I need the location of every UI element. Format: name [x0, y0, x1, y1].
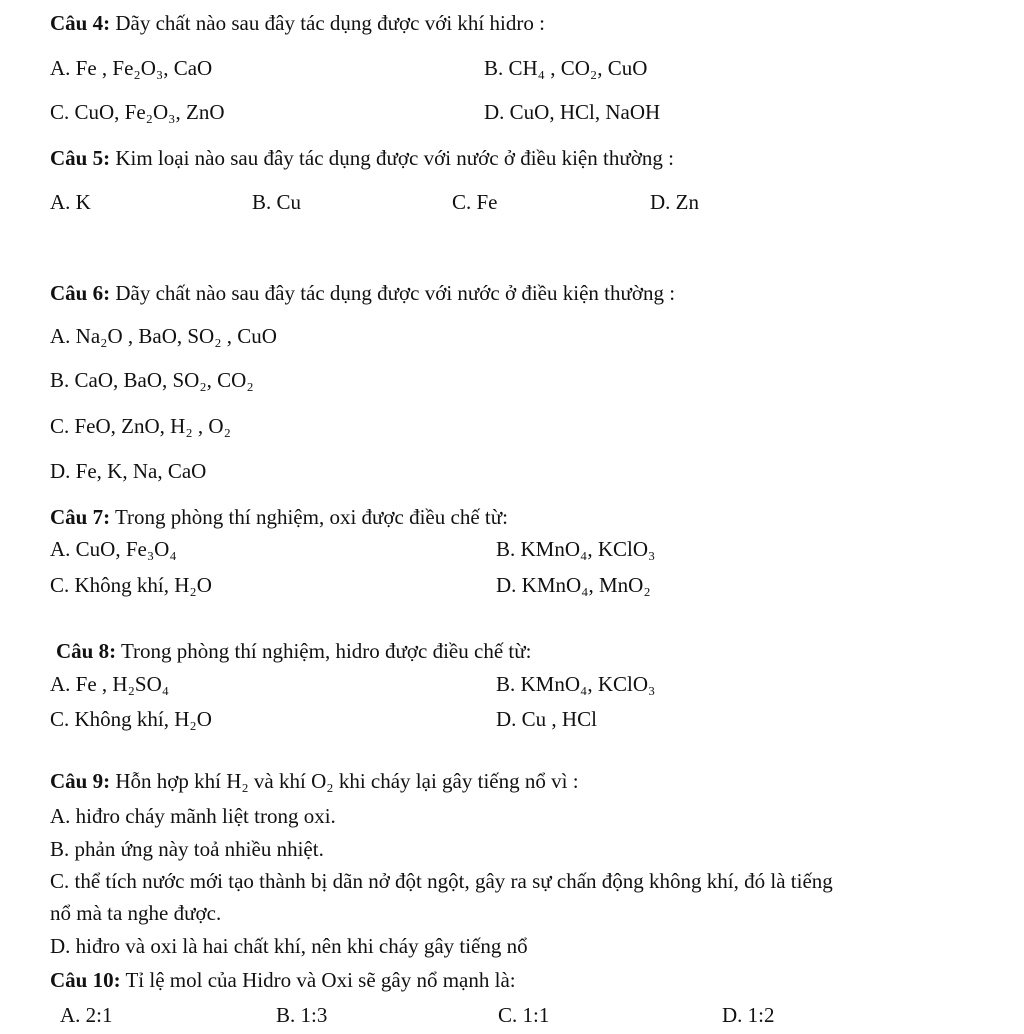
question-text: Dãy chất nào sau đây tác dụng được với khí hidro : [110, 11, 545, 35]
option-c: C. 1:1 [498, 1003, 550, 1027]
option-b: B. CH₄ , CO₂, CuO [484, 56, 648, 80]
option-d: D. hiđro và oxi là hai chất khí, nên khi cháy gây tiếng nổ [50, 934, 528, 958]
option-d: D. Fe, K, Na, CaO [50, 459, 207, 483]
question-label: Câu 4: [50, 11, 111, 35]
option-c: C. Không khí, H₂O [50, 573, 212, 597]
option-c-continued: nổ mà ta nghe được. [50, 901, 222, 925]
option-d: D. CuO, HCl, NaOH [484, 100, 661, 124]
question-4 [50, 13, 545, 34]
option-c: C. Fe [452, 190, 498, 214]
option-a: A. K [50, 190, 91, 214]
option-b: B. CaO, BaO, SO₂, CO₂ [50, 368, 254, 392]
option-a: A. CuO, Fe₃O₄ [50, 537, 177, 561]
option-c: C. Không khí, H₂O [50, 707, 212, 731]
option-b: B. KMnO₄, KClO₃ [496, 672, 656, 696]
question-text: Kim loại nào sau đây tác dụng được với nước ở điều kiện thường : [110, 146, 674, 170]
question-label: Câu 10: [50, 968, 121, 992]
question-6 [50, 283, 675, 304]
question-label: Câu 8: [56, 639, 117, 663]
question-8 [56, 641, 531, 662]
question-text: Trong phòng thí nghiệm, oxi được điều chế từ: [110, 505, 508, 529]
question-9 [50, 771, 579, 792]
question-text: Hỗn hợp khí H₂ và khí O₂ khi cháy lại gây tiếng nổ vì : [110, 769, 579, 793]
option-c: C. thể tích nước mới tạo thành bị dãn nở đột ngột, gây ra sự chấn động không khí, đó là tiếng [50, 869, 833, 893]
question-5 [50, 148, 674, 169]
option-a: A. Fe , Fe₂O₃, CaO [50, 56, 213, 80]
question-label: Câu 9: [50, 769, 111, 793]
option-a: A. Na₂O , BaO, SO₂ , CuO [50, 324, 277, 348]
question-text: Trong phòng thí nghiệm, hidro được điều chế từ: [116, 639, 532, 663]
option-a: A. Fe , H₂SO₄ [50, 672, 170, 696]
question-10 [50, 970, 516, 991]
option-d: D. Zn [650, 190, 699, 214]
option-b: B. Cu [252, 190, 302, 214]
question-label: Câu 6: [50, 281, 111, 305]
question-label: Câu 5: [50, 146, 111, 170]
question-label: Câu 7: [50, 505, 111, 529]
option-c: C. FeO, ZnO, H₂ , O₂ [50, 414, 231, 438]
option-a: A. 2:1 [60, 1003, 113, 1027]
option-b: B. 1:3 [276, 1003, 328, 1027]
option-c: C. CuO, Fe₂O₃, ZnO [50, 100, 225, 124]
option-d: D. 1:2 [722, 1003, 775, 1027]
option-a: A. hiđro cháy mãnh liệt trong oxi. [50, 804, 336, 828]
question-text: Dãy chất nào sau đây tác dụng được với nước ở điều kiện thường : [110, 281, 676, 305]
question-7 [50, 507, 508, 528]
question-text: Tỉ lệ mol của Hidro và Oxi sẽ gây nổ mạnh là: [120, 968, 516, 992]
option-b: B. KMnO₄, KClO₃ [496, 537, 656, 561]
option-b: B. phản ứng này toả nhiều nhiệt. [50, 837, 324, 861]
option-d: D. Cu , HCl [496, 707, 597, 731]
option-d: D. KMnO₄, MnO₂ [496, 573, 651, 597]
